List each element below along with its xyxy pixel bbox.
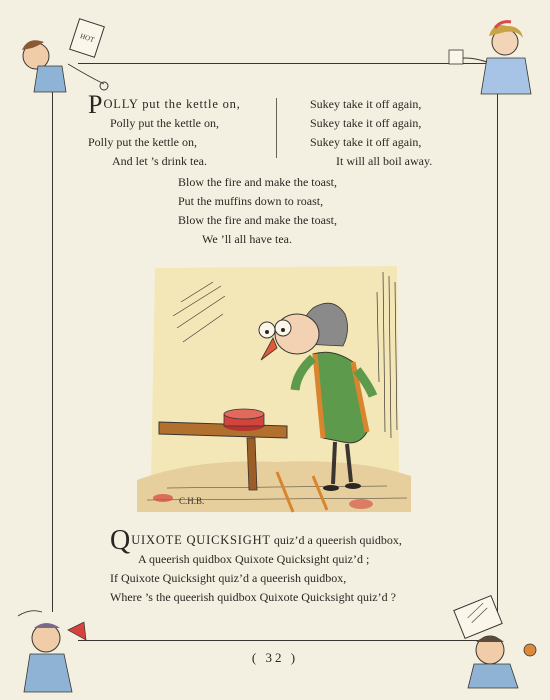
poem1-right-line-3: Sukey take it off again, [310,135,422,149]
corner-figure-top-left [8,14,113,94]
poem1-dropcap: P [88,90,103,119]
poem2-dropcap: Q [110,525,131,556]
frame-left [52,92,53,612]
poem2-line-3: If Quixote Quicksight quiz’d a queerish quidbox, [110,571,347,585]
page-number: ( 32 ) [251,650,299,665]
illustration-signature: C.H.B. [179,496,205,506]
poem2-line-4: Where ’s the queerish quidbox Quixote Quicksight quiz’d ? [110,590,396,604]
poem1-center-line-1: Blow the fire and make the toast, [178,175,337,189]
poem1-center-line-3: Blow the fire and make the toast, [178,213,337,227]
poem2-line-2: A queerish quidbox Quixote Quicksight quiz’d ; [138,552,370,566]
poem1-center-stanza [178,173,337,249]
poem1-left-line-4: And let ’s drink tea. [112,154,207,168]
corner-figure-bottom-left [12,600,92,695]
frame-bottom [78,640,498,641]
poem1-left-line-2: Polly put the kettle on, [110,116,219,130]
poem1-left-line-3: Polly put the kettle on, [88,135,197,149]
corner-figure-top-right [445,14,545,106]
poem1-left-stanza [88,90,241,171]
svg-text:HOT: HOT [79,32,96,45]
poem1-right-line-4: It will all boil away. [336,154,433,168]
frame-right [497,92,498,612]
poem1-center-line-2: Put the muffins down to roast, [178,194,324,208]
poem1-left-line-1: P OLLY put the kettle on, [88,90,241,119]
poem1-column-divider [276,98,277,158]
corner-figure-bottom-right [440,590,540,690]
poem2-stanza [110,525,402,607]
quixote-illustration [137,262,411,516]
poem1-right-line-2: Sukey take it off again, [310,116,422,130]
frame-top [78,63,498,64]
poem1-right-line-1: Sukey take it off again, [310,97,422,111]
poem1-right-stanza [310,95,432,171]
poem2-line-1: Q UIXOTE QUICKSIGHT quiz’d a queerish quidbox, [110,525,402,556]
poem1-center-line-4: We ’ll all have tea. [202,232,292,246]
